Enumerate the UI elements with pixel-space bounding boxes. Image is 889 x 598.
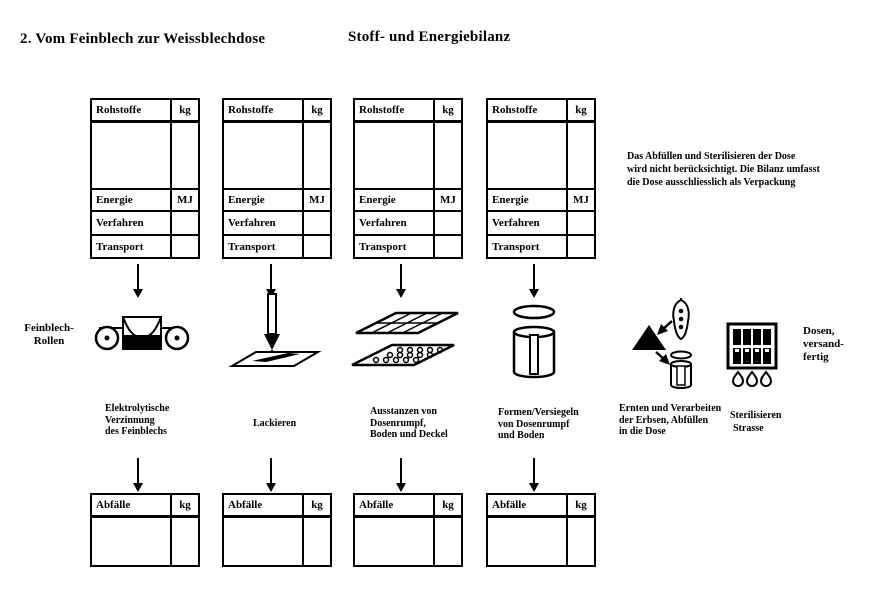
flow-end-line: fertig [803,351,829,363]
kg-unit-label: kg [303,494,331,516]
verfahren-value-cell [567,211,595,235]
rohstoffe-label: Rohstoffe [487,99,567,121]
process-label-sterilisieren: Sterilisieren Strasse [730,410,782,434]
kg-unit-label: kg [567,99,595,121]
process-label-formen: Formen/Versiegeln von Dosenrumpf und Boden [498,407,579,441]
verfahren-value-cell [434,211,462,235]
kg-value-cell [171,121,199,189]
balance-note-line: wird nicht berücksichtigt. Die Bilanz umfasst [627,164,820,175]
flow-start-line: Rollen [33,335,65,347]
kg-unit-label: kg [567,494,595,516]
verfahren-label: Verfahren [354,211,434,235]
rohstoffe-label: Rohstoffe [223,99,303,121]
process-label-verzinnung: Elektrolytische Verzinnung des Feinblechs [105,403,170,437]
abfaelle-value-cell [487,516,567,566]
transport-value-cell [303,235,331,258]
verfahren-value-cell [303,211,331,235]
rohstoffe-value-cell [354,121,434,189]
mj-unit-label: MJ [171,189,199,211]
flow-end-line: Dosen, [803,325,835,337]
abfaelle-label: Abfälle [354,494,434,516]
mj-unit-label: MJ [567,189,595,211]
page-subtitle: Stoff- und Energiebilanz [348,29,511,45]
energie-label: Energie [91,189,171,211]
input-table-1 [90,98,200,259]
abfaelle-label: Abfälle [487,494,567,516]
arrow-down-icon [270,458,272,484]
flow-end-line: versand- [803,338,844,350]
pea-filling-icon [628,298,708,393]
kg-unit-label: kg [303,99,331,121]
energie-label: Energie [354,189,434,211]
kg-value-cell [567,516,595,566]
rohstoffe-label: Rohstoffe [354,99,434,121]
waste-table-1 [90,493,200,567]
lacquer-brush-icon [228,290,323,375]
can-forming-icon [505,302,563,384]
flow-start-line: Feinblech- [24,322,74,334]
page-title: 2. Vom Feinblech zur Weissblechdose [20,31,266,47]
input-table-3 [353,98,463,259]
kg-unit-label: kg [434,494,462,516]
kg-unit-label: kg [171,99,199,121]
abfaelle-value-cell [91,516,171,566]
kg-value-cell [303,516,331,566]
balance-note [627,150,867,189]
verfahren-label: Verfahren [223,211,303,235]
arrow-down-icon [137,264,139,290]
arrow-down-icon [400,264,402,290]
input-table-4 [486,98,596,259]
arrow-down-icon [270,264,272,290]
energie-label: Energie [487,189,567,211]
transport-label: Transport [354,235,434,258]
kg-value-cell [171,516,199,566]
process-label-lackieren: Lackieren [253,418,297,429]
kg-value-cell [303,121,331,189]
verfahren-label: Verfahren [487,211,567,235]
coil-rolls-icon [85,310,197,368]
kg-value-cell [567,121,595,189]
sterilizing-crate-icon [726,322,782,390]
kg-unit-label: kg [171,494,199,516]
waste-table-2 [222,493,332,567]
flow-end-label [803,325,844,364]
rohstoffe-label: Rohstoffe [91,99,171,121]
rohstoffe-value-cell [487,121,567,189]
balance-note-line: Das Abfüllen und Sterilisieren der Dose [627,151,796,162]
rohstoffe-value-cell [223,121,303,189]
punched-sheets-icon [348,303,466,373]
mj-unit-label: MJ [434,189,462,211]
transport-label: Transport [91,235,171,258]
arrow-down-icon [533,264,535,290]
transport-value-cell [171,235,199,258]
waste-table-4 [486,493,596,567]
transport-label: Transport [487,235,567,258]
arrow-down-icon [137,458,139,484]
flow-start-label [5,322,93,348]
abfaelle-value-cell [223,516,303,566]
input-table-2 [222,98,332,259]
transport-label: Transport [223,235,303,258]
verfahren-label: Verfahren [91,211,171,235]
kg-value-cell [434,516,462,566]
arrow-down-icon [533,458,535,484]
rohstoffe-value-cell [91,121,171,189]
transport-value-cell [434,235,462,258]
process-label-ernten: Ernten und Verarbeiten der Erbsen, Abfüllen in die Dose [619,403,722,437]
abfaelle-label: Abfälle [223,494,303,516]
waste-table-3 [353,493,463,567]
balance-note-line: die Dose ausschliesslich als Verpackung [627,177,796,188]
abfaelle-label: Abfälle [91,494,171,516]
verfahren-value-cell [171,211,199,235]
energie-label: Energie [223,189,303,211]
abfaelle-value-cell [354,516,434,566]
kg-unit-label: kg [434,99,462,121]
process-label-ausstanzen: Ausstanzen von Dosenrumpf, Boden und Deckel [370,406,448,440]
transport-value-cell [567,235,595,258]
arrow-down-icon [400,458,402,484]
mj-unit-label: MJ [303,189,331,211]
kg-value-cell [434,121,462,189]
